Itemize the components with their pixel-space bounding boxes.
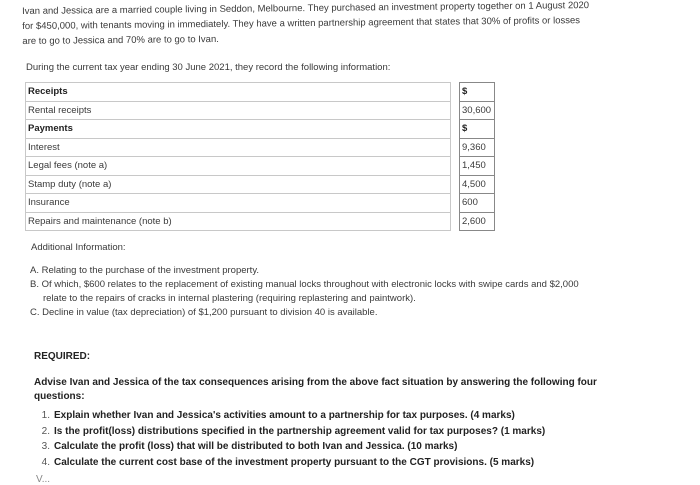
intro-paragraph xyxy=(22,0,662,49)
question-item xyxy=(34,424,545,440)
question-text: Calculate the profit (loss) that will be distributed to both Ivan and Jessica. (10 marks) xyxy=(54,441,458,452)
row-label: Interest xyxy=(26,138,451,157)
row-value: $ xyxy=(460,120,495,139)
additional-info-heading: Additional Information: xyxy=(31,242,126,253)
row-label: Stamp duty (note a) xyxy=(26,175,451,194)
intro-line: for $450,000, with tenants moving in immediately. They have a written partnership agreement that states that 30% of profits or losses xyxy=(22,15,581,32)
period-text: During the current tax year ending 30 June 2021, they record the following information: xyxy=(26,62,391,73)
truncated-text: V... xyxy=(36,474,51,485)
row-value: 2,600 xyxy=(460,212,495,231)
table-row xyxy=(26,157,495,176)
question-item xyxy=(34,439,545,455)
row-value: 600 xyxy=(460,194,495,213)
question-number: 1. xyxy=(41,410,50,421)
note-b-continued: relate to the repairs of cracks in internal plastering (requiring replastering and paintwork). xyxy=(43,293,416,304)
row-label: Rental receipts xyxy=(26,101,451,120)
table-row xyxy=(26,194,495,213)
question-text: Explain whether Ivan and Jessica's activities amount to a partnership for tax purposes. (4 marks) xyxy=(54,410,515,421)
question-item xyxy=(34,455,545,471)
table-row xyxy=(26,138,495,157)
table-row xyxy=(26,212,495,231)
note-c: C. Decline in value (tax depreciation) of $1,200 pursuant to division 40 is available. xyxy=(30,307,378,318)
table-row xyxy=(26,175,495,194)
financial-table xyxy=(25,82,495,231)
row-value: $ xyxy=(460,83,495,102)
questions-list xyxy=(34,408,545,470)
question-text: Is the profit(loss) distributions specified in the partnership agreement valid for tax purposes? (1 marks) xyxy=(54,425,546,437)
question-number: 2. xyxy=(41,425,50,437)
intro-line: are to go to Jessica and 70% are to go to Ivan. xyxy=(22,33,219,47)
required-heading: REQUIRED: xyxy=(34,351,91,362)
row-label: Insurance xyxy=(26,194,451,213)
row-value: 9,360 xyxy=(460,138,495,157)
table-row xyxy=(26,83,495,102)
row-label: Repairs and maintenance (note b) xyxy=(26,212,451,231)
row-label: Payments xyxy=(26,120,451,139)
table-row xyxy=(26,101,495,120)
question-item xyxy=(34,408,545,424)
row-label: Receipts xyxy=(26,83,451,102)
note-b: B. Of which, $600 relates to the replacement of existing manual locks throughout with electronic locks with swipe cards and $2,000 xyxy=(30,279,579,290)
row-value: 1,450 xyxy=(460,157,495,176)
intro-line: Ivan and Jessica are a married couple living in Seddon, Melbourne. They purchased an investment property together on 1 August 2020 xyxy=(22,0,590,17)
row-label: Legal fees (note a) xyxy=(26,157,451,176)
question-text: Calculate the current cost base of the investment property pursuant to the CGT provisions. (5 marks) xyxy=(54,456,535,468)
question-number: 3. xyxy=(41,441,50,452)
note-a: A. Relating to the purchase of the investment property. xyxy=(30,265,260,276)
question-number: 4. xyxy=(41,456,50,468)
notes-list xyxy=(30,264,650,320)
row-value: 4,500 xyxy=(460,175,495,194)
row-value: 30,600 xyxy=(460,101,495,120)
table-row xyxy=(26,120,495,139)
required-text: Advise Ivan and Jessica of the tax consequences arising from the above fact situation by answering the following four questions: xyxy=(34,377,597,402)
